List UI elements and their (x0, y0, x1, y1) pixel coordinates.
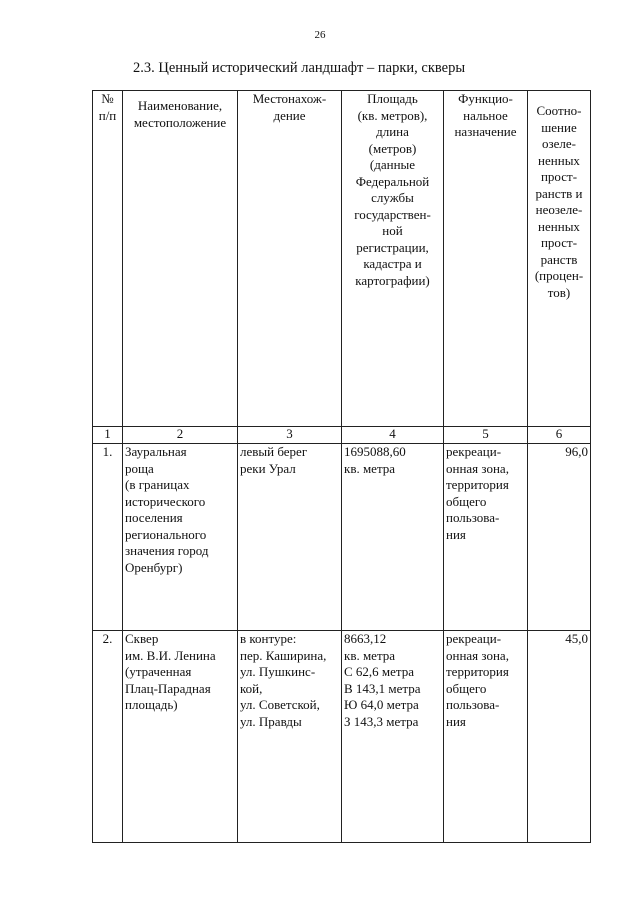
header-location: Местонахож- дение (238, 91, 342, 427)
column-number: 1 (93, 427, 123, 444)
column-number: 5 (444, 427, 528, 444)
table-row (93, 631, 591, 843)
row-location: левый берег реки Урал (238, 444, 342, 631)
header-area: Площадь (кв. метров), длина (метров) (данные Федеральной службы государствен- ной регистрации, кадастра и картографии) (342, 91, 444, 427)
header-number: № п/п (93, 91, 123, 427)
column-number: 6 (528, 427, 591, 444)
row-number: 1. (93, 444, 123, 631)
header-function: Функцио- нальное назначение (444, 91, 528, 427)
row-function: рекреаци- онная зона, территория общего пользова- ния (444, 631, 528, 843)
row-area: 1695088,60 кв. метра (342, 444, 444, 631)
row-location: в контуре: пер. Каширина, ул. Пушкинс- кой, ул. Советской, ул. Правды (238, 631, 342, 843)
column-number: 3 (238, 427, 342, 444)
header-ratio: Соотно- шение озеле- ненных прост- ранств и неозеле- ненных прост- ранств (процен- тов) (528, 91, 591, 427)
row-name: Зауральная роща (в границах исторического поселения регионального значения город Оренбург) (123, 444, 238, 631)
landscape-table (92, 90, 591, 843)
row-area: 8663,12 кв. метра С 62,6 метра В 143,1 метра Ю 64,0 метра З 143,3 метра (342, 631, 444, 843)
row-ratio: 45,0 (528, 631, 591, 843)
column-numbers-row (93, 427, 591, 444)
column-number: 4 (342, 427, 444, 444)
header-name: Наименование, местоположение (123, 91, 238, 427)
table-row (93, 444, 591, 631)
column-number: 2 (123, 427, 238, 444)
row-function: рекреаци- онная зона, территория общего пользова- ния (444, 444, 528, 631)
row-name: Сквер им. В.И. Ленина (утраченная Плац-Парадная площадь) (123, 631, 238, 843)
page-number: 26 (314, 29, 326, 41)
row-number: 2. (93, 631, 123, 843)
table-header-row (93, 91, 591, 427)
section-title: 2.3. Ценный исторический ландшафт – парки, скверы (133, 60, 466, 76)
row-ratio: 96,0 (528, 444, 591, 631)
